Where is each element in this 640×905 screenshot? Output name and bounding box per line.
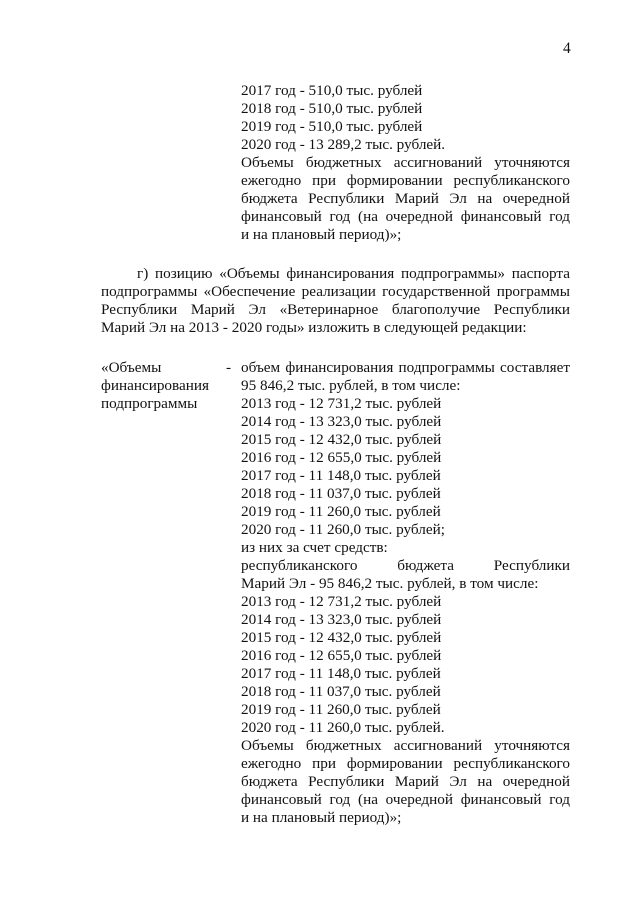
top-year-line: 2018 год - 510,0 тыс. рублей xyxy=(241,100,423,117)
year-line: 2014 год - 13 323,0 тыс. рублей xyxy=(241,413,442,430)
year-line: 2016 год - 12 655,0 тыс. рублей xyxy=(241,647,442,664)
bottom-note-line: и на плановый период)»; xyxy=(241,809,402,826)
year-line: 2018 год - 11 037,0 тыс. рублей xyxy=(241,683,441,700)
year-line: 2019 год - 11 260,0 тыс. рублей xyxy=(241,503,441,520)
paragraph-g-line: Республики Марий Эл «Ветеринарное благополучие Республики xyxy=(101,301,570,318)
top-year-line: 2017 год - 510,0 тыс. рублей xyxy=(241,82,423,99)
separator-dash: - xyxy=(226,359,232,376)
top-note-line: и на плановый период)»; xyxy=(241,226,402,243)
top-note-line: бюджета Республики Марий Эл на очередной xyxy=(241,190,570,207)
bottom-note-line: финансовый год (на очередной финансовый год xyxy=(241,791,570,808)
top-note-line: финансовый год (на очередной финансовый год xyxy=(241,208,570,225)
top-year-line: 2019 год - 510,0 тыс. рублей xyxy=(241,118,423,135)
budget-line: Марий Эл - 95 846,2 тыс. рублей, в том числе: xyxy=(241,575,539,592)
label-line: «Объемы xyxy=(101,359,162,376)
bottom-note-line: Объемы бюджетных ассигнований уточняются xyxy=(241,737,570,754)
year-line: 2018 год - 11 037,0 тыс. рублей xyxy=(241,485,441,502)
label-line: подпрограммы xyxy=(101,395,198,412)
top-year-line: 2020 год - 13 289,2 тыс. рублей. xyxy=(241,136,446,153)
year-line: 2017 год - 11 148,0 тыс. рублей xyxy=(241,467,441,484)
sources-label: из них за счет средств: xyxy=(241,539,388,556)
paragraph-g-line: Марий Эл на 2013 - 2020 годы» изложить в следующей редакции: xyxy=(101,319,527,336)
paragraph-g-line: г) позицию «Объемы финансирования подпрограммы» паспорта xyxy=(137,265,570,282)
intro-line: 95 846,2 тыс. рублей, в том числе: xyxy=(241,377,461,394)
top-note-line: Объемы бюджетных ассигнований уточняются xyxy=(241,154,570,171)
bottom-note-line: бюджета Республики Марий Эл на очередной xyxy=(241,773,570,790)
year-line: 2019 год - 11 260,0 тыс. рублей xyxy=(241,701,441,718)
year-line: 2013 год - 12 731,2 тыс. рублей xyxy=(241,593,442,610)
intro-line: объем финансирования подпрограммы составляет xyxy=(241,359,570,376)
year-line: 2016 год - 12 655,0 тыс. рублей xyxy=(241,449,442,466)
bottom-note-line: ежегодно при формировании республиканского xyxy=(241,755,570,772)
year-line: 2020 год - 11 260,0 тыс. рублей; xyxy=(241,521,445,538)
label-line: финансирования xyxy=(101,377,209,394)
year-line: 2020 год - 11 260,0 тыс. рублей. xyxy=(241,719,445,736)
year-line: 2014 год - 13 323,0 тыс. рублей xyxy=(241,611,442,628)
budget-line: республиканского бюджета Республики xyxy=(241,557,570,574)
year-line: 2017 год - 11 148,0 тыс. рублей xyxy=(241,665,441,682)
year-line: 2015 год - 12 432,0 тыс. рублей xyxy=(241,431,442,448)
page-number: 4 xyxy=(563,40,571,57)
paragraph-g-line: подпрограммы «Обеспечение реализации государственной программы xyxy=(101,283,570,300)
year-line: 2015 год - 12 432,0 тыс. рублей xyxy=(241,629,442,646)
year-line: 2013 год - 12 731,2 тыс. рублей xyxy=(241,395,442,412)
top-note-line: ежегодно при формировании республиканского xyxy=(241,172,570,189)
